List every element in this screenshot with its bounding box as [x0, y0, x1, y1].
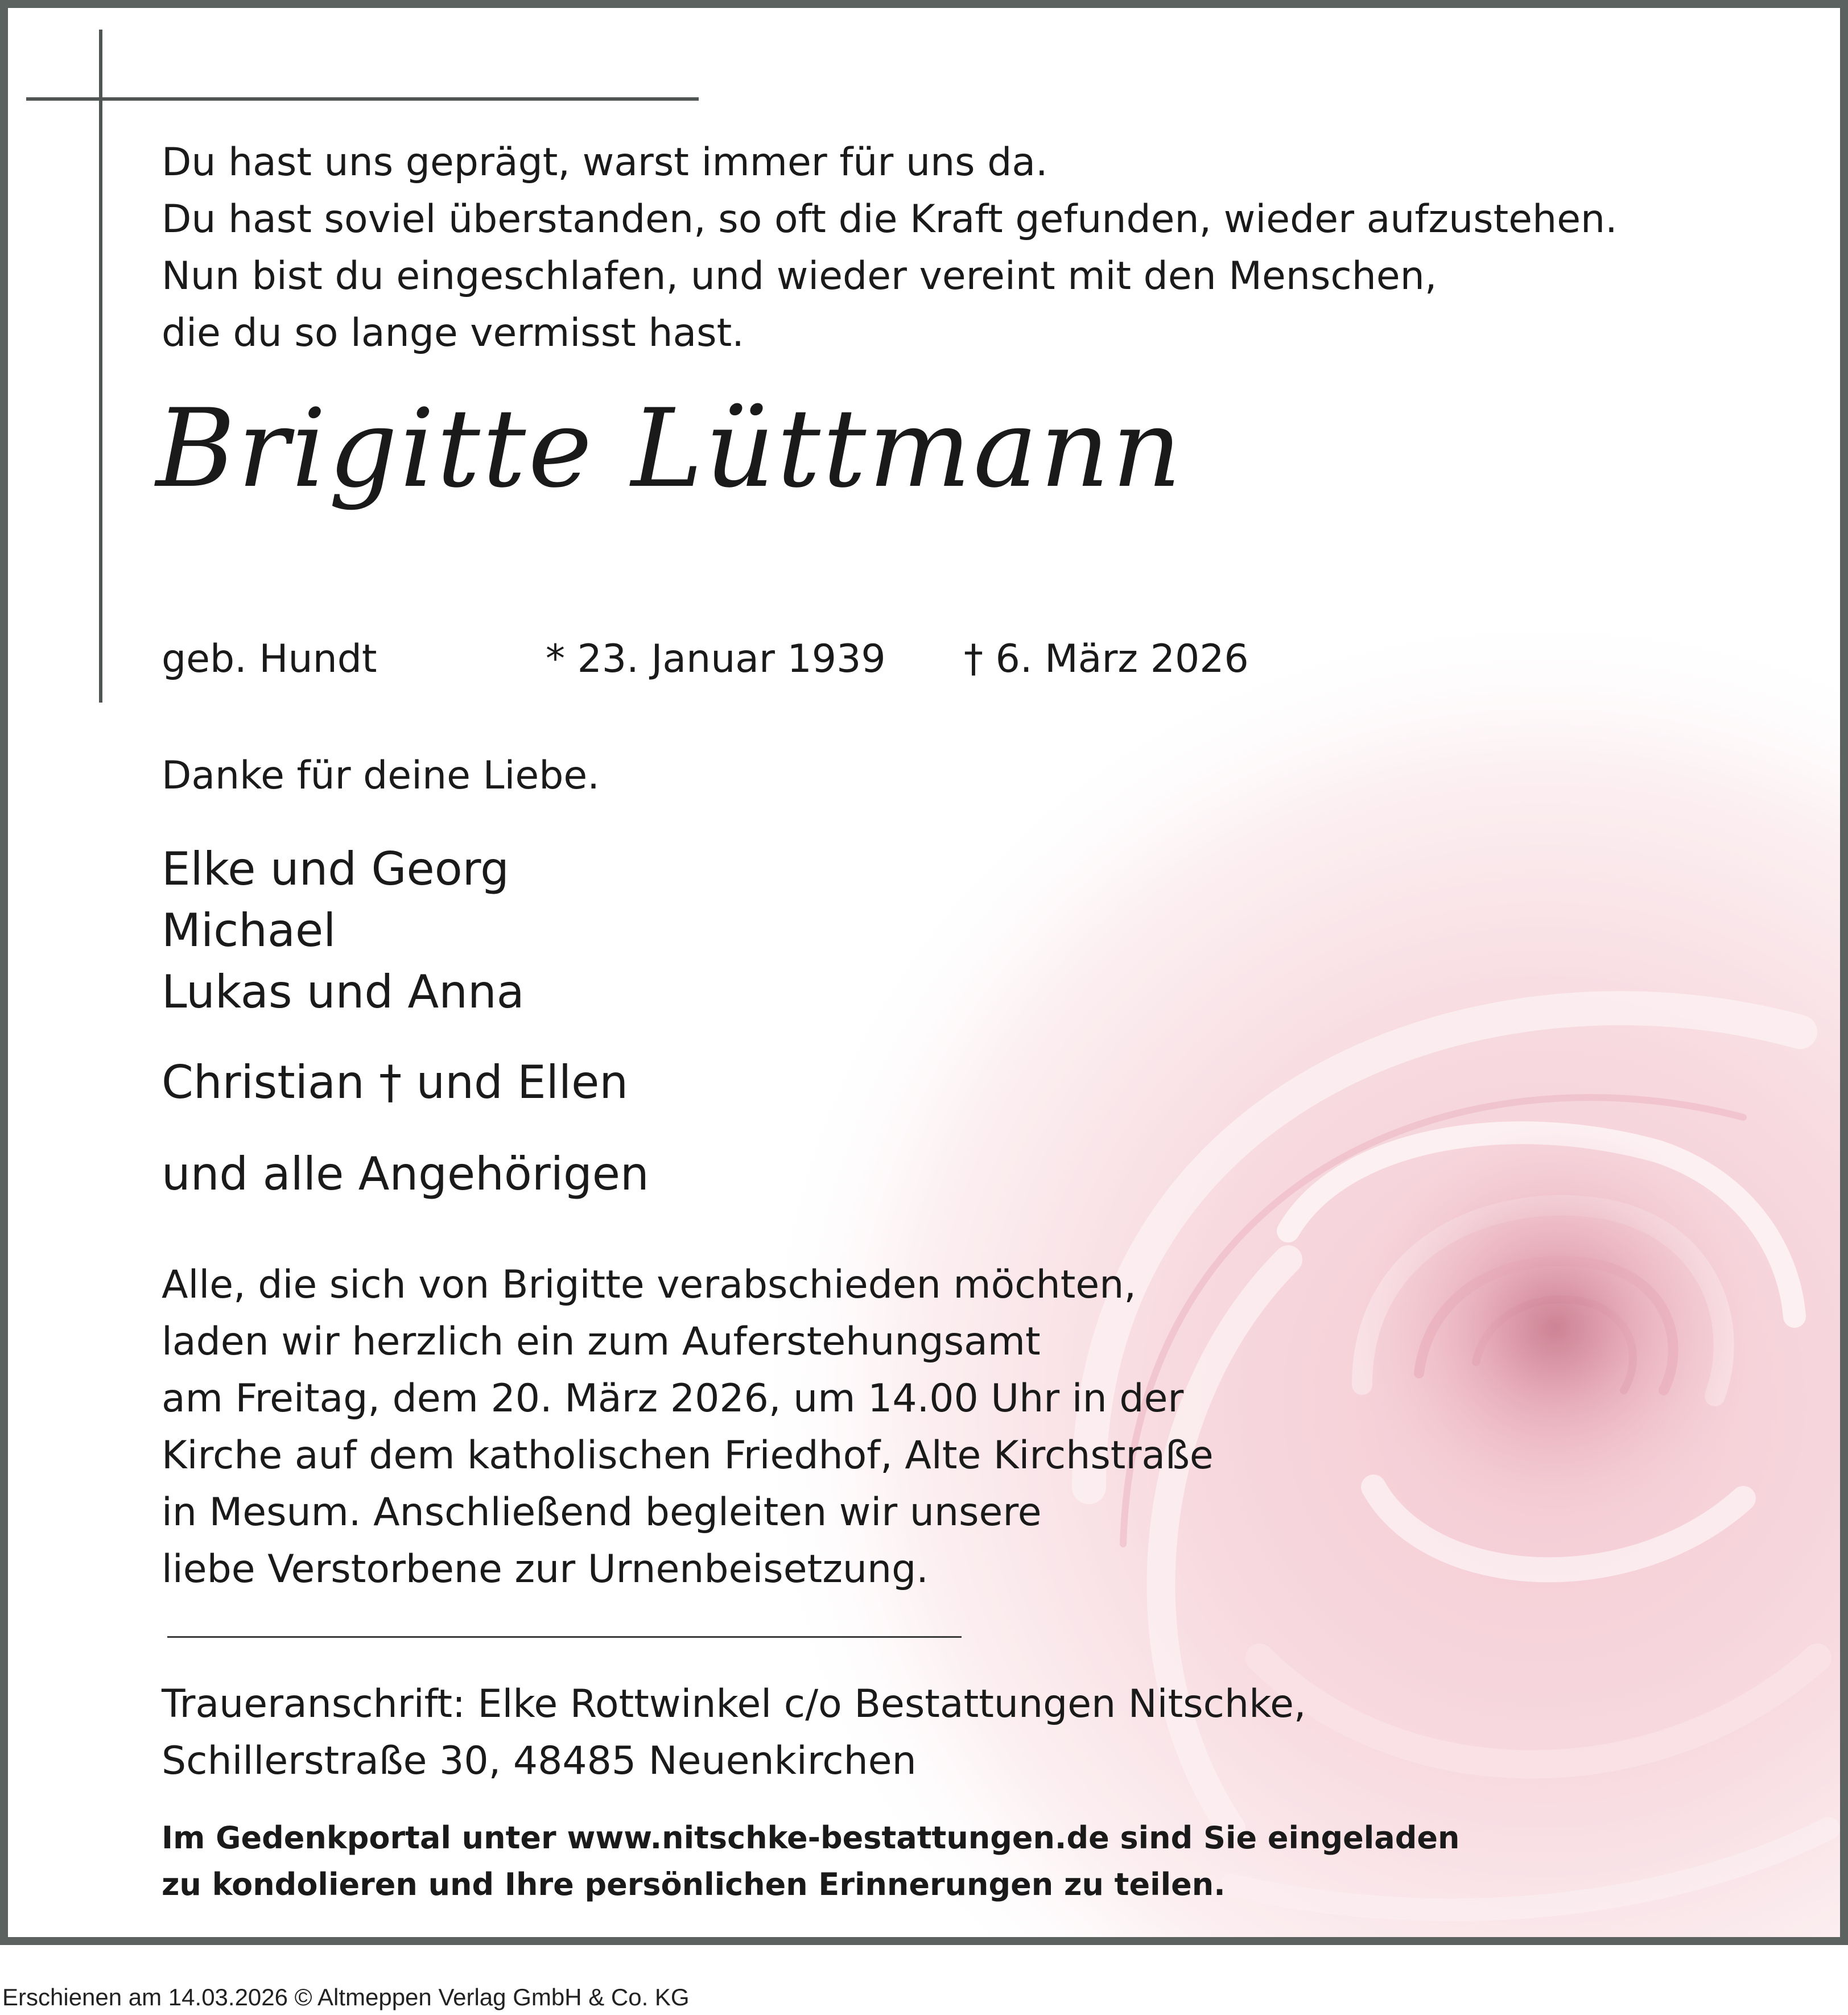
cross-horizontal-bar [26, 97, 699, 101]
publication-footer: Erschienen am 14.03.2026 © Altmeppen Verlag GmbH & Co. KG [2, 1984, 690, 2010]
memorial-portal-note [162, 1815, 1459, 1908]
thanks-text: Danke für deine Liebe. [162, 753, 600, 798]
mourning-address [162, 1676, 1306, 1790]
poem-line: Du hast uns geprägt, warst immer für uns da. [162, 140, 1048, 185]
family-relatives: und alle Angehörigen [162, 1147, 649, 1200]
portal-line: zu kondolieren und Ihre persönlichen Erinnerungen zu teilen. [162, 1867, 1226, 1902]
family-member: Lukas und Anna [162, 965, 525, 1018]
invitation-line: laden wir herzlich ein zum Auferstehungsamt [162, 1319, 1041, 1364]
invitation-line: in Mesum. Anschließend begleiten wir unsere [162, 1490, 1042, 1535]
address-line: Traueranschrift: Elke Rottwinkel c/o Bestattungen Nitschke, [162, 1682, 1306, 1727]
family-member: Elke und Georg [162, 843, 509, 895]
poem [162, 134, 1618, 362]
portal-line: Im Gedenkportal unter www.nitschke-bestattungen.de sind Sie eingeladen [162, 1820, 1460, 1856]
family-list [162, 839, 525, 1023]
cross-vertical-bar [99, 30, 102, 703]
divider-line [167, 1636, 962, 1638]
family-member: Christian † und Ellen [162, 1056, 629, 1109]
invitation-line: Alle, die sich von Brigitte verabschieden möchten, [162, 1262, 1136, 1307]
family-member: Michael [162, 904, 336, 957]
funeral-invitation [162, 1257, 1214, 1598]
invitation-line: liebe Verstorbene zur Urnenbeisetzung. [162, 1547, 929, 1592]
poem-line: Nun bist du eingeschlafen, und wieder vereint mit den Menschen, [162, 254, 1437, 299]
birth-date: * 23. Januar 1939 [546, 637, 886, 682]
deceased-name: Brigitte Lüttmann [156, 386, 1184, 511]
poem-line: die du so lange vermisst hast. [162, 311, 744, 356]
address-line: Schillerstraße 30, 48485 Neuenkirchen [162, 1739, 917, 1783]
death-date: † 6. März 2026 [964, 637, 1249, 682]
birth-name: geb. Hundt [162, 637, 377, 682]
invitation-line: Kirche auf dem katholischen Friedhof, Alte Kirchstraße [162, 1433, 1214, 1478]
poem-line: Du hast soviel überstanden, so oft die Kraft gefunden, wieder aufzustehen. [162, 197, 1618, 242]
invitation-line: am Freitag, dem 20. März 2026, um 14.00 Uhr in der [162, 1376, 1184, 1421]
